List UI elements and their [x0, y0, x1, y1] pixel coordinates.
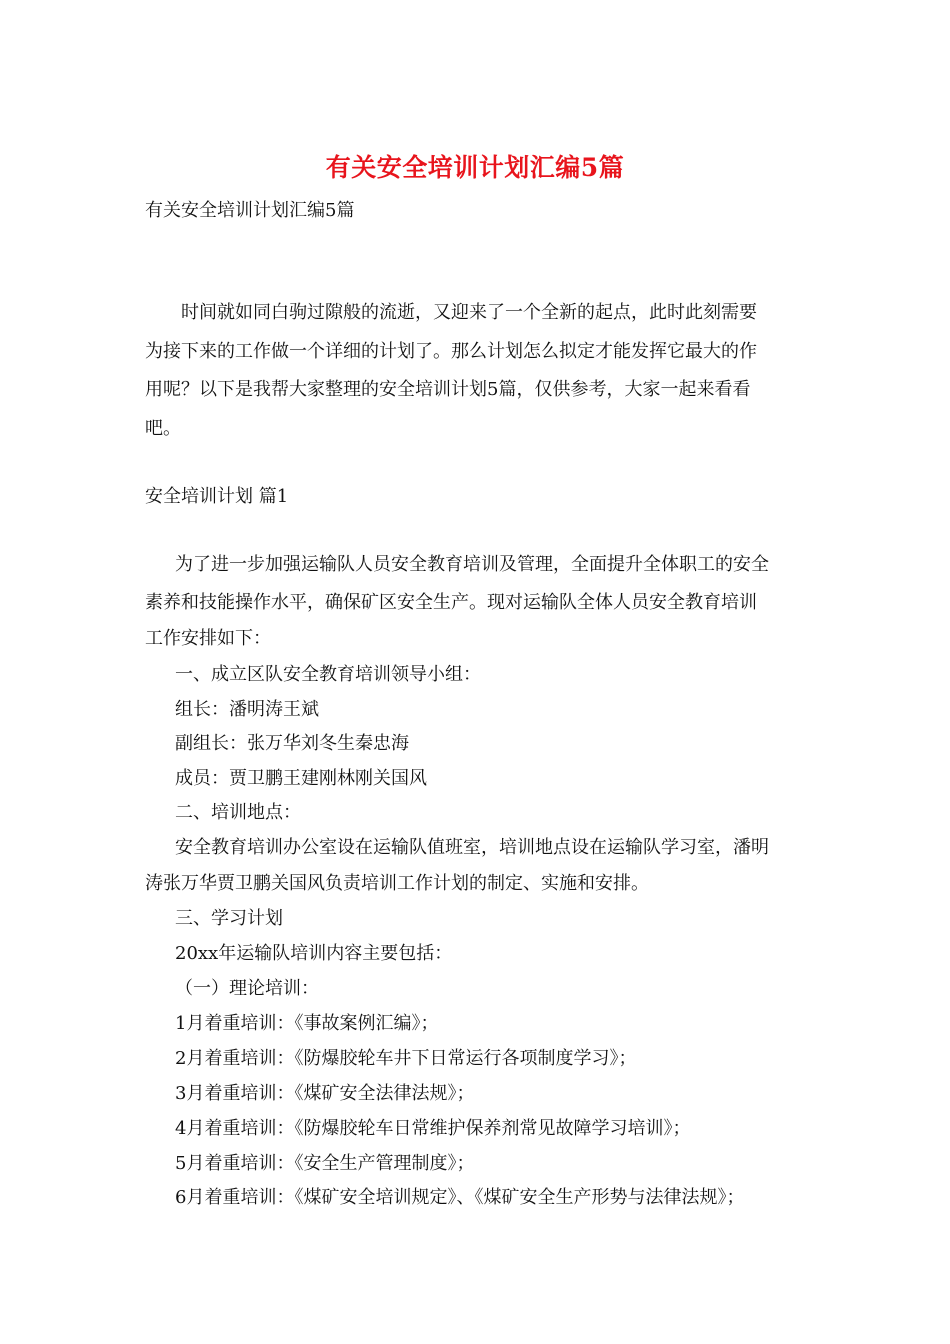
location-line: 涛张万华贾卫鹏关国风负责培训工作计划的制定、实施和安排。: [145, 873, 649, 894]
members-line: 成员：贾卫鹏王建刚林刚关国风: [175, 768, 427, 789]
intro-line: 为接下来的工作做一个详细的计划了。那么计划怎么拟定才能发挥它最大的作: [145, 341, 757, 362]
plan-intro: 20xx年运输队培训内容主要包括：: [175, 943, 453, 964]
intro-line: 用呢？以下是我帮大家整理的安全培训计划5篇，仅供参考，大家一起来看看: [145, 379, 751, 400]
intro-line: 吧。: [145, 418, 181, 439]
document-title: 有关安全培训计划汇编5篇: [325, 153, 625, 182]
location-heading: 二、培训地点：: [175, 802, 301, 823]
theory-heading: （一）理论培训：: [175, 978, 319, 999]
section-heading: 安全培训计划 篇1: [145, 486, 289, 507]
section-paragraph-line: 工作安排如下：: [145, 628, 271, 649]
monthly-training-item: 6月着重培训：《煤矿安全培训规定》、《煤矿安全生产形势与法律法规》；: [175, 1187, 745, 1208]
section-paragraph-line: 为了进一步加强运输队人员安全教育培训及管理，全面提升全体职工的安全: [175, 554, 769, 575]
document-subtitle: 有关安全培训计划汇编5篇: [145, 200, 355, 221]
monthly-training-item: 5月着重培训：《安全生产管理制度》；: [175, 1153, 475, 1174]
monthly-training-item: 1月着重培训：《事故案例汇编》；: [175, 1013, 439, 1034]
monthly-training-item: 4月着重培训：《防爆胶轮车日常维护保养剂常见故障学习培训》；: [175, 1118, 691, 1139]
monthly-training-item: 2月着重培训：《防爆胶轮车井下日常运行各项制度学习》；: [175, 1048, 637, 1069]
intro-line: 时间就如同白驹过隙般的流逝，又迎来了一个全新的起点，此时此刻需要: [181, 302, 757, 323]
section-paragraph-line: 素养和技能操作水平，确保矿区安全生产。现对运输队全体人员安全教育培训: [145, 592, 757, 613]
location-line: 安全教育培训办公室设在运输队值班室，培训地点设在运输队学习室，潘明: [175, 837, 769, 858]
deputy-leader-line: 副组长：张万华刘冬生秦忠海: [175, 733, 409, 754]
leader-line: 组长：潘明涛王斌: [175, 699, 319, 720]
group-heading: 一、成立区队安全教育培训领导小组：: [175, 664, 481, 685]
plan-heading: 三、学习计划: [175, 908, 283, 929]
monthly-training-item: 3月着重培训：《煤矿安全法律法规》；: [175, 1083, 475, 1104]
